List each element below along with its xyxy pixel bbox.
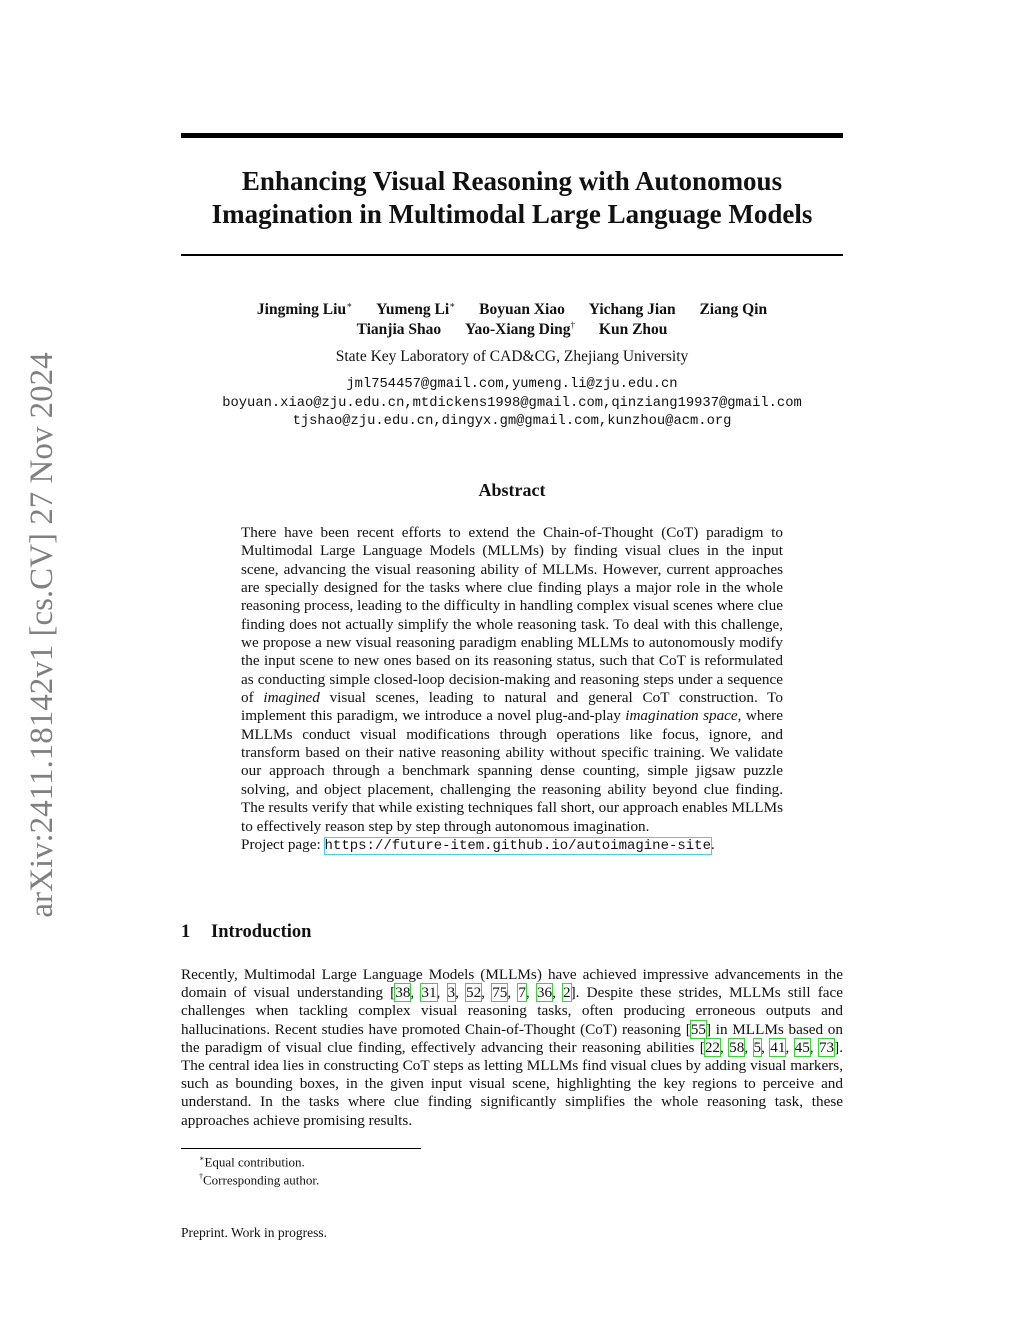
- title-bottom-rule: [181, 254, 843, 256]
- section-title: Introduction: [211, 922, 312, 942]
- abstract-body: There have been recent efforts to extend the Chain-of-Thought (CoT) paradigm to Multimodal Large Language Models (MLLMs) by finding visual clues in the input scene, advancing the visual reasoning ability of MLLMs. However, current approaches are specially designed for the tasks where clue finding plays a major role in the whole reasoning process, leading to the difficulty in handling complex visual scenes where clue finding does not actually simplify the whole reasoning task. To deal with this challenge, we propose a new visual reasoning paradigm enabling MLLMs to autonomously modify the input scene to new ones based on its reasoning status, such that CoT is reformulated as conducting simple closed-loop decision-making and reasoning steps under a sequence of imagined visual scenes, leading to natural and general CoT construction. To implement this paradigm, we introduce a novel plug-and-play imagination space, where MLLMs conduct visual modifications through operations like focus, ignore, and transform based on their native reasoning ability without specific training. We validate our approach through a benchmark spanning dense counting, simple jigsaw puzzle solving, and object placement, challenging the reasoning ability beyond clue finding. The results verify that while existing techniques fall short, our approach enables MLLMs to effectively reason step by step through autonomous imagination. Project page: https://future-item.github.io/autoimagine-site.: [241, 524, 783, 854]
- footnote-corresponding-author: †Corresponding author.: [199, 1172, 320, 1188]
- citation-link[interactable]: 3: [447, 984, 456, 1002]
- citation-link[interactable]: 5: [753, 1038, 762, 1056]
- author: Kun Zhou: [598, 321, 668, 339]
- citation-link[interactable]: 75: [492, 984, 508, 1002]
- citation-link[interactable]: 22: [704, 1038, 721, 1056]
- citation-link[interactable]: 36: [536, 984, 553, 1002]
- citation-link[interactable]: 45: [794, 1038, 810, 1056]
- citation-link[interactable]: 2: [563, 984, 571, 1002]
- citation-link[interactable]: 31: [421, 984, 437, 1002]
- footnote-equal-contribution: ∗Equal contribution.: [199, 1154, 305, 1170]
- project-page-link[interactable]: https://future-item.github.io/autoimagine-site: [324, 837, 711, 854]
- citation-link[interactable]: 52: [466, 984, 482, 1002]
- author: Ziang Qin: [699, 301, 768, 319]
- email-line-2: boyuan.xiao@zju.edu.cn,mtdickens1998@gmail.com,qinziang19937@gmail.com: [222, 396, 802, 411]
- authors-line-1: [181, 300, 843, 319]
- citation-link[interactable]: 7: [518, 984, 526, 1002]
- citation-link[interactable]: 73: [818, 1038, 835, 1056]
- title-line-1: Enhancing Visual Reasoning with Autonomous: [241, 166, 783, 196]
- section-number: 1: [181, 922, 191, 942]
- introduction-paragraph: Recently, Multimodal Large Language Models (MLLMs) have achieved impressive advancements in the domain of visual understanding [38, 31, 3, 52, 75, 7, 36, 2]. Despite these strides, MLLMs still face challenges when tackling complex visual reasoning tasks, often producing erroneous outputs and hallucinations. Recent studies have promoted Chain-of-Thought (CoT) reasoning [55] in MLLMs based on the paradigm of visual clue finding, effectively advancing their reasoning abilities [22, 58, 5, 41, 45, 73]. The central idea lies in constructing CoT steps as letting MLLMs find visual clues by adding visual markers, such as bounding boxes, in the given input visual scene, highlighting the key regions to perceive and understand. In the tasks where clue finding significantly simplifies the whole reasoning task, these approaches achieve promising results.: [181, 966, 843, 1129]
- email-line-1: jml754457@gmail.com,yumeng.li@zju.edu.cn: [346, 377, 678, 392]
- citation-link[interactable]: 55: [690, 1020, 706, 1038]
- author: Tianjia Shao: [356, 321, 442, 339]
- author: Yumeng Li∗: [376, 300, 456, 319]
- paper-title: [181, 165, 843, 231]
- preprint-note: Preprint. Work in progress.: [181, 1225, 328, 1240]
- citation-link[interactable]: 38: [395, 984, 411, 1002]
- authors-line-2: [181, 320, 843, 339]
- title-line-2: Imagination in Multimodal Large Language Models: [211, 199, 813, 229]
- citation-link[interactable]: 58: [729, 1038, 745, 1056]
- author: Boyuan Xiao: [479, 301, 565, 319]
- arxiv-side-identifier: arXiv:2411.18142v1 [cs.CV] 27 Nov 2024: [24, 352, 60, 918]
- title-top-rule: [181, 133, 843, 138]
- abstract-heading: Abstract: [478, 480, 546, 500]
- author: Yichang Jian: [588, 301, 676, 319]
- affiliation: State Key Laboratory of CAD&CG, Zhejiang University: [335, 348, 689, 365]
- author: Jingming Liu∗: [256, 300, 353, 319]
- citation-group: 38, 31, 3, 52, 75, 7, 36, 2: [395, 984, 571, 1002]
- email-line-3: tjshao@zju.edu.cn,dingyx.gm@gmail.com,kunzhou@acm.org: [292, 414, 732, 429]
- footnote-rule: [181, 1148, 421, 1149]
- citation-group: 22, 58, 5, 41, 45, 73: [704, 1038, 835, 1056]
- section-heading-introduction: [181, 922, 311, 943]
- citation-group: [691, 1021, 706, 1038]
- project-page-label: Project page:: [241, 835, 325, 853]
- author: Yao-Xiang Ding†: [465, 320, 576, 339]
- citation-link[interactable]: 41: [770, 1038, 786, 1056]
